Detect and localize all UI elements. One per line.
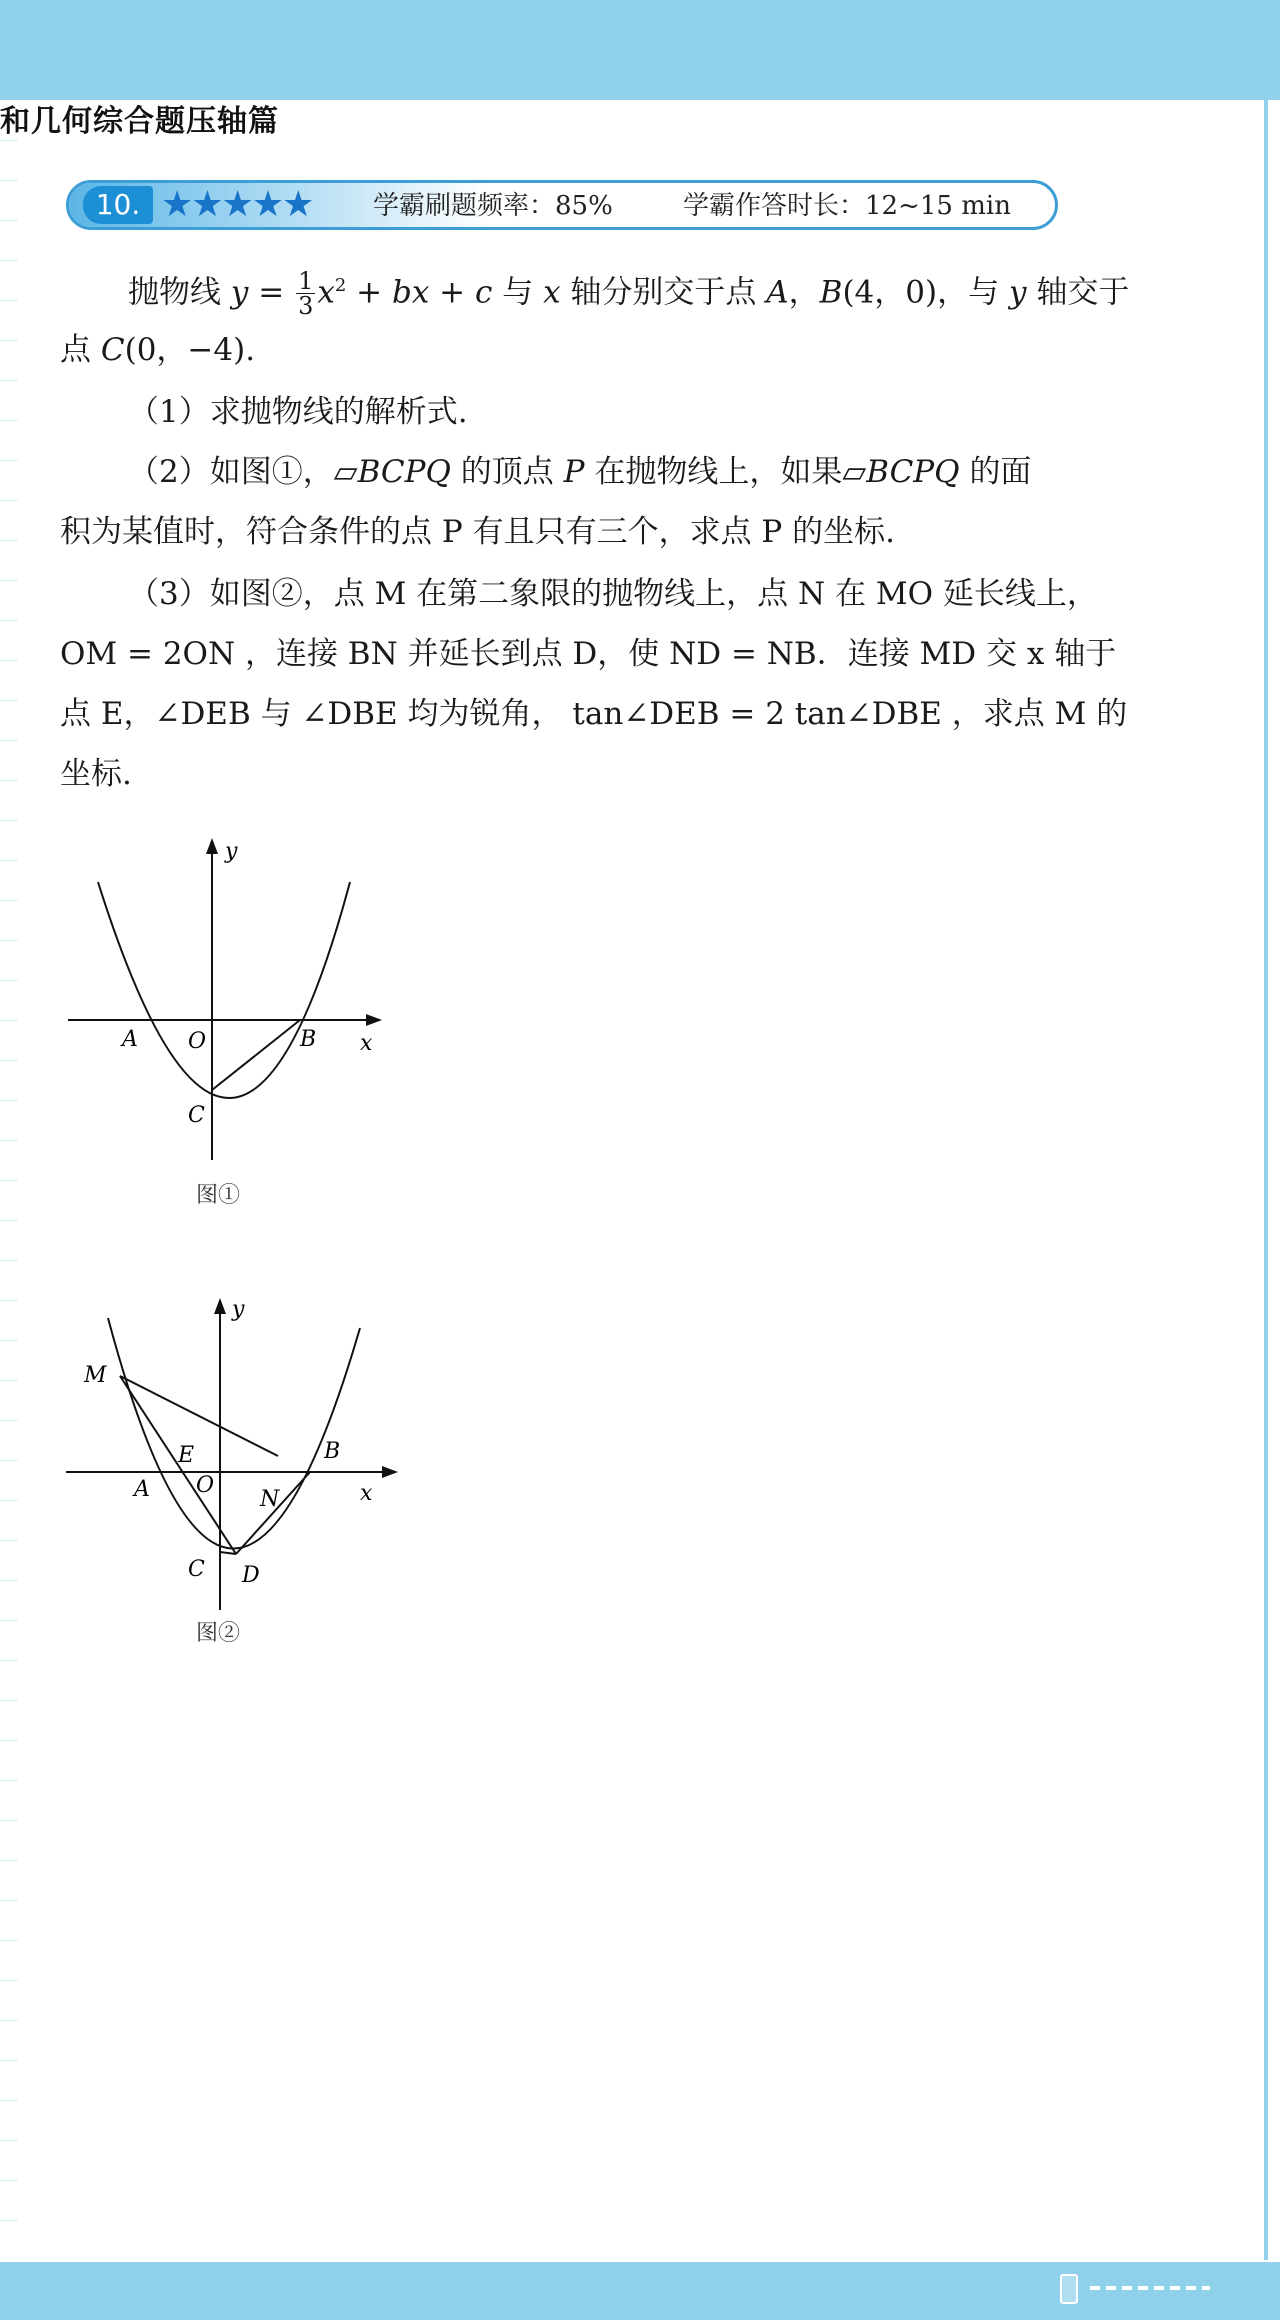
- top-band: [0, 0, 1280, 100]
- segment-MN: [120, 1376, 278, 1456]
- intro-text: 轴交于: [1036, 274, 1130, 311]
- part-3-line-4: 坐标.: [60, 756, 132, 792]
- separator: ，: [788, 274, 820, 311]
- label-x: x: [360, 1031, 373, 1056]
- label-x: x: [360, 1481, 373, 1506]
- fraction-one-third: [296, 267, 315, 321]
- point-B: B: [819, 274, 843, 311]
- figure-1-caption: 图①: [196, 1183, 241, 1208]
- intro-text: 与: [502, 274, 534, 311]
- label-y: y: [232, 1297, 245, 1322]
- fraction-numerator: 1: [298, 267, 314, 296]
- label-O: O: [196, 1473, 215, 1498]
- segment-BC: [212, 1020, 300, 1090]
- question-number: 10.: [83, 186, 153, 224]
- section-title: 和几何综合题压轴篇: [0, 104, 279, 139]
- equals-sign: =: [258, 274, 285, 311]
- label-E: E: [178, 1443, 195, 1468]
- part2-text: 在抛物线上，如果: [594, 454, 843, 490]
- part-2-line-1: [128, 452, 1031, 492]
- exponent: 2: [334, 275, 347, 296]
- part2-text: （2）如图①，: [128, 454, 334, 490]
- part-3-line-2: OM = 2ON ，连接 BN 并延长到点 D，使 ND = NB．连接 MD 交 x 轴于: [60, 636, 1117, 672]
- equation-rest: + bx + c: [356, 274, 493, 311]
- part-3-line-1: （3）如图②，点 M 在第二象限的抛物线上，点 N 在 MO 延长线上，: [128, 576, 1098, 612]
- parabola: [98, 882, 350, 1098]
- var-x-axis: x: [543, 274, 561, 311]
- intro-text: 点: [60, 332, 91, 368]
- page-indicator-dots: [1090, 2286, 1210, 2290]
- intro-line-2: [60, 330, 255, 370]
- point-C: C: [100, 332, 125, 368]
- figure-2-svg: [60, 1292, 400, 1622]
- label-A: A: [134, 1477, 150, 1502]
- question-header-bar: [66, 180, 1058, 230]
- segment-DB: [236, 1472, 310, 1554]
- intro-text: 抛物线: [128, 274, 221, 311]
- segment-CD: [220, 1552, 236, 1554]
- part-2-line-2: 积为某值时，符合条件的点 P 有且只有三个，求点 P 的坐标.: [60, 514, 895, 550]
- intro-text: ，与: [937, 274, 1000, 311]
- label-A: A: [122, 1027, 138, 1052]
- intro-line-1: [128, 266, 1130, 321]
- label-D: D: [242, 1563, 260, 1588]
- left-margin-grid: [0, 140, 18, 2260]
- part-1: （1）求抛物线的解析式.: [128, 394, 468, 430]
- var-y-axis: y: [1008, 274, 1027, 311]
- point-B-coord: (4，0): [842, 274, 938, 311]
- figure-2: [60, 1292, 400, 1626]
- label-y: y: [225, 839, 238, 864]
- bottom-band: [0, 2262, 1280, 2320]
- label-C: C: [188, 1557, 205, 1582]
- label-M: M: [84, 1363, 107, 1388]
- label-B: B: [300, 1027, 317, 1052]
- fraction-denominator: 3: [298, 292, 314, 321]
- parallelogram-label: ▱BCPQ: [333, 454, 451, 490]
- part-3-line-3: 点 E，∠DEB 与 ∠DBE 均为锐角， tan∠DEB = 2 tan∠DBE ，求点 M 的: [60, 696, 1128, 732]
- part2-text: 的面: [969, 454, 1032, 490]
- difficulty-stars: ★★★★★: [161, 184, 313, 225]
- label-N: N: [260, 1487, 280, 1512]
- var-x: x: [317, 274, 335, 311]
- point-P: P: [563, 454, 585, 490]
- label-B: B: [324, 1439, 341, 1464]
- figure-2-caption: 图②: [196, 1621, 241, 1646]
- intro-text: 轴分别交于点: [570, 274, 757, 311]
- var-y: y: [230, 274, 249, 311]
- part2-text: 的顶点: [460, 454, 554, 490]
- label-O: O: [188, 1029, 207, 1054]
- label-C: C: [188, 1103, 205, 1128]
- point-C-coord: (0，−4).: [124, 332, 256, 368]
- page-scroll-handle[interactable]: [1060, 2274, 1078, 2304]
- figure-1: [60, 830, 400, 1174]
- figure-1-svg: [60, 830, 400, 1170]
- frequency-label: 学霸刷题频率：85%: [373, 191, 613, 221]
- parallelogram-label: ▱BCPQ: [842, 454, 960, 490]
- point-A: A: [766, 274, 789, 311]
- right-margin-rule: [1264, 100, 1268, 2260]
- duration-label: 学霸作答时长：12~15 min: [683, 191, 1011, 221]
